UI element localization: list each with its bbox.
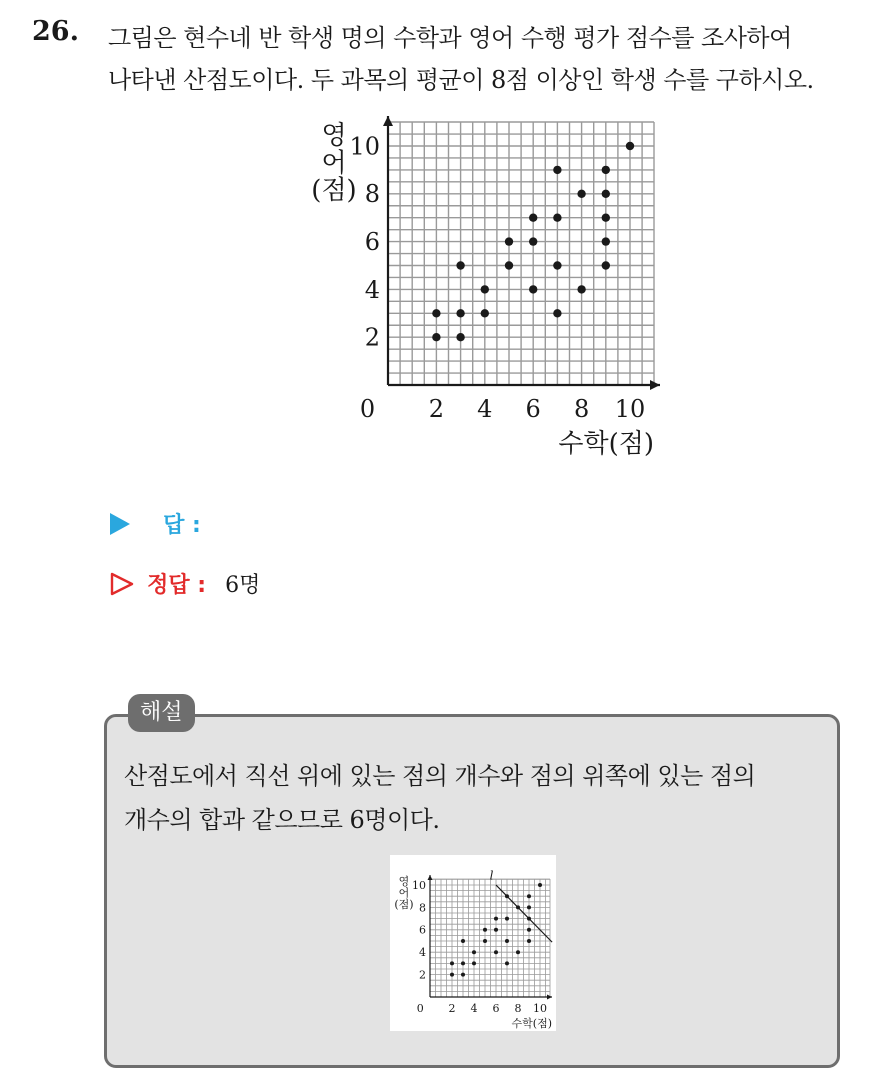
y-tick-label: 4 [364, 275, 380, 304]
data-point [577, 190, 585, 198]
y-axis-label: 어 [398, 886, 410, 900]
explanation-text-line-2: 개수의 합과 같으므로 6명이다. [124, 806, 440, 834]
origin-label: 0 [416, 1002, 424, 1015]
data-point [461, 939, 465, 943]
y-tick-label: 6 [364, 228, 380, 256]
answer-row [110, 508, 215, 539]
y-tick-label: 2 [364, 323, 380, 352]
y-axis-label: 영 [321, 121, 347, 151]
data-point [529, 214, 537, 222]
correct-answer-value: 6명 [225, 573, 261, 598]
answer-label: 답 : [163, 513, 201, 538]
data-point [450, 961, 454, 965]
data-point [461, 961, 465, 965]
explanation-figure [390, 855, 556, 1031]
correct-answer-label: 정답 : [147, 573, 207, 598]
x-tick-label: 6 [525, 395, 541, 423]
mini-scatter-plot [390, 855, 556, 1031]
data-point [461, 973, 465, 977]
data-point [527, 905, 531, 909]
y-axis-arrow [428, 875, 433, 880]
x-tick-label: 8 [573, 395, 590, 423]
x-tick-label: 10 [614, 395, 646, 423]
correct-answer-row [110, 568, 260, 599]
data-point [472, 961, 476, 965]
explanation-text-line-1: 산점도에서 직선 위에 있는 점의 개수와 점의 위쪽에 있는 점의 [124, 762, 756, 790]
x-tick-label: 6 [492, 1002, 500, 1015]
data-point [432, 309, 440, 317]
x-axis-label: 수학(점) [511, 1017, 552, 1030]
data-point [505, 961, 509, 965]
origin-label: 0 [359, 395, 376, 423]
data-point [527, 894, 531, 898]
data-point [472, 950, 476, 954]
data-point [456, 261, 464, 269]
data-point [505, 917, 509, 921]
question-number: 26. [32, 16, 79, 47]
data-point [505, 261, 513, 269]
explanation-tag: 해설 [128, 694, 195, 732]
data-point [577, 285, 585, 293]
data-point [553, 166, 561, 174]
data-point [529, 285, 537, 293]
y-axis-arrow [383, 116, 393, 126]
data-point [494, 917, 498, 921]
data-point [553, 261, 561, 269]
line-l-label: l [489, 868, 494, 883]
data-point [538, 883, 542, 887]
correct-arrow-icon [110, 572, 134, 596]
data-point [494, 928, 498, 932]
data-point [456, 309, 464, 317]
x-tick-label: 4 [470, 1002, 478, 1015]
data-point [494, 950, 498, 954]
data-point [553, 214, 561, 222]
data-point [602, 166, 610, 174]
x-tick-label: 2 [428, 395, 445, 423]
x-tick-label: 8 [514, 1002, 522, 1015]
y-tick-label: 10 [349, 132, 380, 161]
data-point [602, 190, 610, 198]
data-point [481, 285, 489, 293]
y-tick-label: 2 [419, 968, 426, 982]
data-point [483, 928, 487, 932]
y-tick-label: 4 [419, 946, 426, 960]
x-tick-label: 2 [448, 1002, 456, 1015]
line-l [496, 885, 552, 942]
y-tick-label: 8 [364, 180, 380, 209]
data-point [432, 333, 440, 341]
scatter-plot [300, 112, 670, 464]
x-axis-arrow [547, 995, 552, 1000]
y-tick-label: 6 [419, 923, 426, 937]
question-text-line-1: 그림은 현수네 반 학생 명의 수학과 영어 수행 평가 점수를 조사하여 [108, 24, 792, 52]
x-tick-label: 4 [477, 395, 493, 423]
y-axis-label: (점) [394, 898, 414, 912]
data-point [527, 939, 531, 943]
x-axis-label: 수학(점) [558, 429, 654, 459]
y-axis-label: 영 [398, 875, 410, 888]
data-point [483, 939, 487, 943]
question-text-line-2: 나타낸 산점도이다. 두 과목의 평균이 8점 이상인 학생 수를 구하시오. [108, 66, 814, 94]
data-point [481, 309, 489, 317]
data-point [450, 973, 454, 977]
data-point [505, 237, 513, 245]
data-point [505, 939, 509, 943]
data-point [626, 142, 634, 150]
x-tick-label: 10 [533, 1002, 547, 1015]
data-point [602, 214, 610, 222]
x-axis-arrow [650, 380, 660, 390]
data-point [527, 928, 531, 932]
data-point [516, 950, 520, 954]
data-point [553, 309, 561, 317]
y-axis-label: 어 [321, 148, 347, 179]
data-point [529, 237, 537, 245]
y-tick-label: 10 [412, 878, 426, 892]
data-point [602, 237, 610, 245]
y-axis-label: (점) [311, 175, 357, 206]
y-tick-label: 8 [419, 901, 426, 915]
data-point [602, 261, 610, 269]
data-point [456, 333, 464, 341]
answer-arrow-icon [110, 513, 130, 535]
